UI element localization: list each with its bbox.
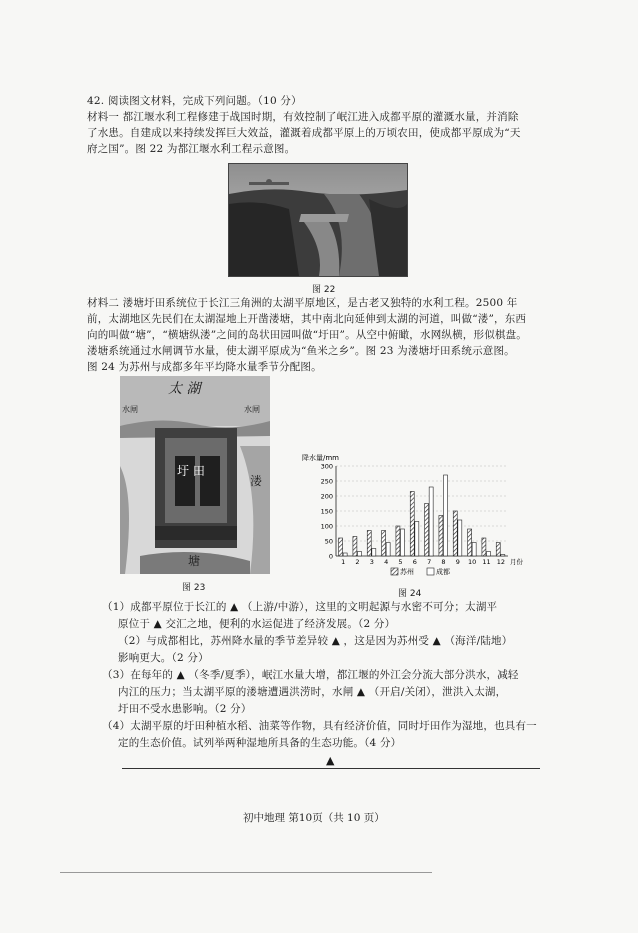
page-footer: 初中地理 第10页（共 10 页） bbox=[243, 812, 385, 824]
x-tick-label: 4 bbox=[384, 558, 389, 566]
x-tick-label: 11 bbox=[482, 558, 491, 566]
y-tick-label: 50 bbox=[324, 537, 333, 546]
q1-line-1: （1）成都平原位于长江的 ▲ （上游/中游），这里的文明起源与水密不可分；太湖平 bbox=[102, 601, 498, 613]
fig24-caption: 图 24 bbox=[398, 589, 422, 599]
x-axis-label: 月份 bbox=[510, 558, 523, 566]
q2-line-1: （2）与成都相比，苏州降水量的季节差异较 ▲ ，这是因为苏州受 ▲ （海洋/陆地） bbox=[118, 635, 513, 647]
fig23-gate-right-label: 水闸 bbox=[244, 405, 260, 414]
answer-mark: ▲ bbox=[326, 754, 335, 767]
material2-line-1: 材料二 溇塘圩田系统位于长江三角洲的太湖平原地区，是古老又独特的水利工程。2500 年 bbox=[87, 297, 518, 309]
x-tick-label: 9 bbox=[455, 558, 460, 566]
bar-suzhou-5 bbox=[396, 526, 400, 556]
y-tick-label: 250 bbox=[320, 477, 333, 486]
material2-line-5: 图 24 为苏州与成都多年平均降水量季节分配图。 bbox=[87, 361, 322, 373]
bar-chengdu-11 bbox=[487, 552, 491, 557]
bar-suzhou-4 bbox=[382, 531, 386, 557]
bar-chengdu-12 bbox=[501, 555, 505, 557]
material1-line-2: 了水患。自建成以来持续发挥巨大效益，灌溉着成都平原上的万顷农田，使成都平原成为“天 bbox=[87, 127, 521, 139]
answer-line bbox=[122, 768, 540, 769]
x-tick-label: 8 bbox=[441, 558, 446, 566]
fig23-lou-label: 溇 bbox=[250, 474, 263, 488]
y-tick-label: 150 bbox=[320, 507, 333, 516]
bar-chengdu-10 bbox=[472, 543, 476, 557]
bar-chengdu-9 bbox=[458, 520, 462, 556]
bar-suzhou-3 bbox=[367, 531, 371, 557]
bar-suzhou-10 bbox=[468, 529, 472, 556]
bar-chengdu-2 bbox=[358, 552, 362, 557]
x-tick-label: 7 bbox=[427, 558, 432, 566]
fig22-caption: 图 22 bbox=[312, 285, 336, 295]
fig23-gate-left-label: 水闸 bbox=[122, 405, 138, 414]
bar-chengdu-4 bbox=[386, 543, 390, 557]
x-tick-label: 5 bbox=[398, 558, 403, 566]
bar-chengdu-5 bbox=[401, 529, 405, 556]
y-tick-label: 0 bbox=[328, 552, 333, 561]
y-tick-label: 100 bbox=[320, 522, 333, 531]
bar-suzhou-2 bbox=[353, 537, 357, 557]
bar-chengdu-8 bbox=[444, 475, 448, 556]
fig23-schematic bbox=[120, 376, 270, 574]
x-tick-label: 6 bbox=[412, 558, 417, 566]
bar-suzhou-12 bbox=[496, 543, 500, 557]
material1-line-1: 材料一 都江堰水利工程修建于战国时期，有效控制了岷江进入成都平原的灌溉水量，并消除 bbox=[87, 111, 519, 123]
page-bottom-rule bbox=[60, 872, 432, 873]
bar-chengdu-3 bbox=[372, 549, 376, 557]
q3-line-2: 内江的压力；当太湖平原的溇塘遭遇洪涝时，水闸 ▲ （开启/关闭），泄洪入太湖， bbox=[118, 686, 507, 698]
bar-suzhou-6 bbox=[410, 492, 414, 557]
bar-suzhou-11 bbox=[482, 538, 486, 556]
fig23-tang-label: 塘 bbox=[188, 554, 201, 568]
bar-suzhou-8 bbox=[439, 516, 443, 557]
y-tick-label: 300 bbox=[320, 462, 333, 471]
question-header: 42. 阅读图文材料，完成下列问题。（10 分） bbox=[87, 95, 302, 107]
legend-swatch-chengdu bbox=[427, 568, 434, 575]
fig23-lake-label: 太 湖 bbox=[168, 381, 201, 397]
x-tick-label: 12 bbox=[496, 558, 505, 566]
x-tick-label: 2 bbox=[355, 558, 360, 566]
precipitation-chart-svg bbox=[300, 450, 523, 582]
material2-line-4: 溇塘系统通过水闸调节水量，使太湖平原成为“鱼米之乡”。图 23 为溇塘圩田系统示意图。 bbox=[87, 345, 515, 357]
bar-suzhou-1 bbox=[339, 538, 343, 556]
bar-suzhou-7 bbox=[425, 504, 429, 557]
material2-line-3: 向的叫做“塘”，“横塘纵溇”之间的岛状田园叫做“圩田”。从空中俯瞰，水网纵横，形似棋盘。 bbox=[87, 329, 528, 341]
legend-label-suzhou: 苏州 bbox=[400, 568, 414, 576]
q3-line-3: 圩田不受水患影响。（2 分） bbox=[118, 703, 252, 715]
q3-line-1: （3）在每年的 ▲ （冬季/夏季），岷江水量大增，都江堰的外江会分流大部分洪水，减轻 bbox=[102, 669, 519, 681]
legend-label-chengdu: 成都 bbox=[436, 568, 450, 576]
x-tick-label: 3 bbox=[369, 558, 374, 566]
bar-suzhou-9 bbox=[453, 511, 457, 556]
y-axis-label: 降水量/mm bbox=[302, 454, 339, 462]
material2-line-2: 前，太湖地区先民们在太湖湿地上开凿溇塘，其中南北向延伸到太湖的河道，叫做“溇”，东西 bbox=[87, 313, 527, 325]
y-tick-label: 200 bbox=[320, 492, 333, 501]
bar-chengdu-6 bbox=[415, 522, 419, 557]
fig23-caption: 图 23 bbox=[182, 583, 206, 593]
q2-line-2: 影响更大。（2 分） bbox=[118, 652, 209, 664]
fig24-chart bbox=[300, 450, 523, 582]
material1-line-3: 府之国”。图 22 为都江堰水利工程示意图。 bbox=[87, 143, 296, 155]
fig23-field-label: 圩 田 bbox=[177, 464, 205, 478]
legend-swatch-suzhou bbox=[391, 568, 398, 575]
q4-line-1: （4）太湖平原的圩田种植水稻、油菜等作物，具有经济价值，同时圩田作为湿地，也具有一 bbox=[102, 720, 537, 732]
bar-chengdu-7 bbox=[429, 487, 433, 556]
fig22-photo bbox=[228, 163, 408, 277]
x-tick-label: 10 bbox=[468, 558, 477, 566]
x-tick-label: 1 bbox=[341, 558, 346, 566]
bar-chengdu-1 bbox=[343, 553, 347, 556]
q4-line-2: 定的生态价值。试列举两种湿地所具备的生态功能。（4 分） bbox=[118, 737, 402, 749]
q1-line-2: 原位于 ▲ 交汇之地，便利的水运促进了经济发展。（2 分） bbox=[118, 618, 396, 630]
